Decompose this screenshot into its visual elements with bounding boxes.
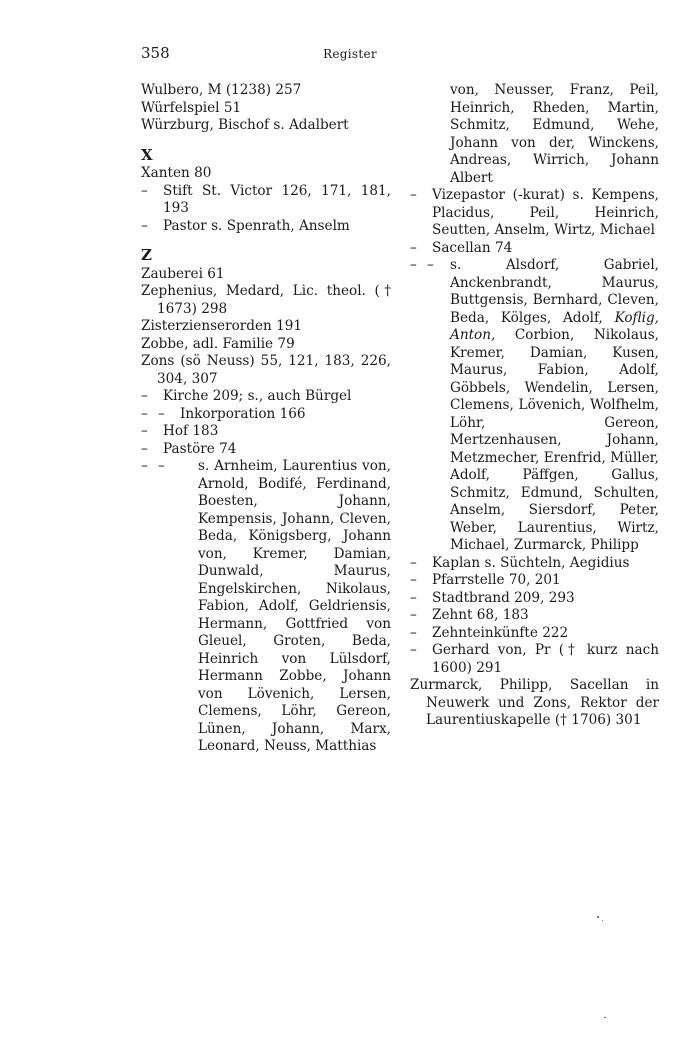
dash: – — [410, 187, 417, 203]
dash: – — [410, 572, 417, 588]
index-subentry — [410, 642, 659, 677]
index-subsubentry — [410, 257, 659, 555]
index-continuation: von, Neusser, Franz, Peil, Heinrich, Rheden, Martin, Schmitz, Edmund, Wehe, Johann von der, Winckens, Andreas, Wirrich, Johann Albert — [450, 82, 659, 186]
index-subentry-text: Zehnteinkünfte 222 — [432, 624, 569, 641]
index-subentry — [141, 388, 391, 406]
index-subentry-text: Stift St. Victor 126, 171, 181, 193 — [163, 182, 391, 216]
dash: – — [410, 239, 417, 256]
index-subentry — [410, 187, 659, 240]
index-subentry-text: s. Arnheim, Laurentius von, Arnold, Bodifé, Ferdinand, Boesten, Johann, Kempensis, Johann, Cleven, Beda, Königsberg, Johann von, Kremer, Damian, Dunwald, Maurus, Engelskirchen, Nikolaus, Fabion, Adolf, Geldriensis, Hermann, Gottfried von Gleuel, Groten, Beda, Heinrich von Lülsdorf, Hermann Zobbe, Johann von Lövenich, Lersen, Clemens, Löhr, Gereon, Lünen, Johann, Marx, Leonard, Neuss, Matthias — [198, 458, 391, 754]
index-subentry-text: Sacellan 74 — [432, 239, 513, 256]
dash: – — [158, 458, 165, 474]
index-subentry — [410, 625, 659, 643]
dash: – — [141, 182, 148, 199]
index-subsubentry — [141, 406, 391, 424]
dash: – — [141, 388, 148, 404]
index-subentry-text: Zehnt 68, 183 — [432, 607, 529, 623]
index-subentry-text: Gerhard von, Pr († kurz nach 1600) 291 — [432, 642, 659, 676]
index-entry: Zobbe, adl. Familie 79 — [141, 335, 295, 352]
dash: – — [141, 440, 148, 457]
index-subentry-text: Kirche 209; s., auch Bürgel — [163, 388, 352, 404]
dash: – — [158, 405, 165, 422]
index-subentry-text: Kaplan s. Süchteln, Aegidius — [432, 554, 630, 571]
dash: – — [141, 423, 148, 439]
index-subentry — [410, 240, 659, 258]
index-subentry-text — [432, 257, 659, 555]
dash: – — [141, 217, 148, 234]
scan-speck — [604, 1017, 606, 1018]
index-subentry — [410, 607, 659, 625]
index-subentry-text: Pastöre 74 — [163, 440, 237, 457]
dash: – — [141, 458, 148, 474]
index-text-part: s. Alsdorf, Gabriel, Anckenbrandt, Maurus, Buttgensis, Bernhard, Cleven, Beda, Kölges, Adolf, — [450, 257, 659, 326]
dash: – — [410, 607, 417, 623]
dash: – — [410, 642, 417, 658]
index-subentry — [141, 423, 391, 441]
index-subentry-text: Inkorporation 166 — [180, 405, 306, 422]
page-number: 358 — [141, 44, 170, 62]
index-subentry-text: Vizepastor (-kurat) s. Kempens, Placidus, Peil, Heinrich, Seutten, Anselm, Wirtz, Michael — [432, 187, 659, 238]
index-entry: Zephenius, Medard, Lic. theol. († 1673) 298 — [141, 283, 391, 317]
italic-name: Koflig, Anton, — [450, 309, 659, 343]
index-subentry — [141, 218, 391, 236]
index-entry: Zauberei 61 — [141, 265, 225, 282]
section-letter-z: Z — [141, 246, 152, 264]
index-column-left — [141, 82, 391, 756]
index-subentry-text: Hof 183 — [163, 423, 219, 439]
index-entry: Zons (sö Neuss) 55, 121, 183, 226, 304, 307 — [141, 353, 391, 387]
running-head: Register — [323, 47, 377, 61]
index-subentry-text: Pastor s. Spenrath, Anselm — [163, 217, 350, 234]
index-subentry — [410, 590, 659, 608]
index-subentry-text: Pfarrstelle 70, 201 — [432, 572, 561, 588]
dash: – — [410, 589, 417, 606]
index-subentry — [141, 441, 391, 459]
section-letter-x: X — [141, 145, 153, 164]
index-entry: Würzburg, Bischof s. Adalbert — [141, 117, 349, 133]
index-entry: Zisterzienserorden 191 — [141, 318, 303, 334]
dash: – — [427, 257, 434, 273]
dash: – — [141, 405, 148, 422]
index-entry: Xanten 80 — [141, 165, 212, 181]
index-entry: Zurmarck, Philipp, Sacellan in Neuwerk und Zons, Rektor der Laurentiuskapelle († 1706) 301 — [410, 677, 659, 728]
index-subentry-text: Stadtbrand 209, 293 — [432, 589, 575, 606]
index-subentry — [410, 555, 659, 573]
index-column-right — [410, 82, 659, 730]
index-subentry — [410, 572, 659, 590]
dash: – — [410, 624, 417, 641]
index-subentry — [141, 183, 391, 218]
index-subsubentry — [141, 458, 391, 756]
scan-speck — [602, 920, 603, 921]
index-entry: Wulbero, M (1238) 257 — [141, 82, 302, 98]
scan-speck — [597, 916, 599, 918]
dash: – — [410, 257, 417, 273]
dash: – — [410, 554, 417, 571]
index-text-part: Corbion, Nikolaus, Kremer, Damian, Kusen, Maurus, Fabion, Adolf, Göbbels, Wendelin, Lersen, Clemens, Lövenich, Wolfhelm, Löhr, Gereon, Mertzenhausen, Johann, Metzmecher, Erenfrid, Müller, Adolf, Päffgen, Gallus, Schmitz, Edmund, Schulten, Anselm, Siersdorf, Peter, Weber, Laurentius, Wirtz, Michael, Zurmarck, Philipp — [450, 327, 659, 553]
index-entry: Würfelspiel 51 — [141, 99, 242, 116]
